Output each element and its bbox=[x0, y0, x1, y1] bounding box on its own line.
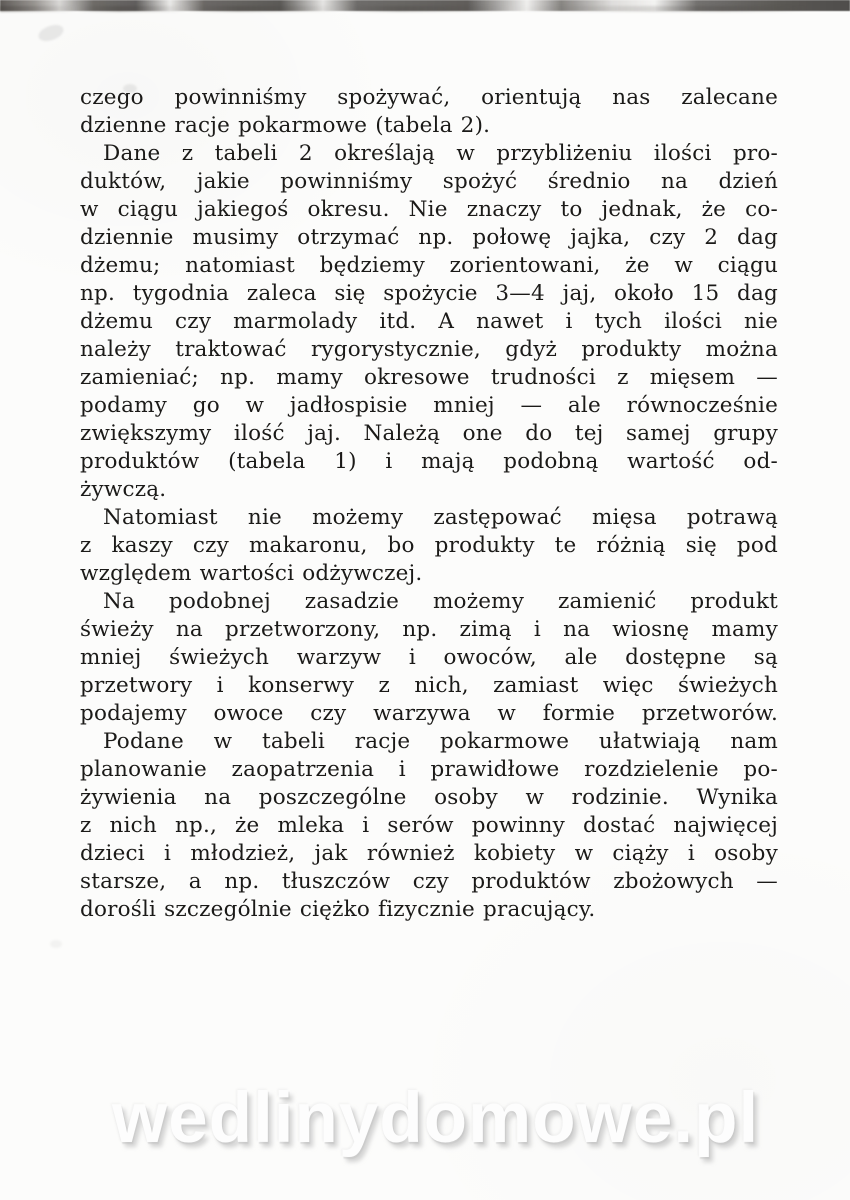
paragraph bbox=[80, 728, 778, 924]
text-line: przetwory i konserwy z nich, zamiast więc świeżych bbox=[80, 673, 778, 698]
text-line: dzieci i młodzież, jak również kobiety w ciąży i osoby bbox=[80, 841, 778, 866]
paragraph bbox=[80, 504, 778, 588]
scan-speck bbox=[50, 940, 62, 948]
text-line: Natomiast nie możemy zastępować mięsa potrawą bbox=[103, 505, 778, 530]
text-line: dżemu; natomiast będziemy zorientowani, że w ciągu bbox=[80, 253, 778, 278]
text-line: żywienia na poszczególne osoby w rodzinie. Wynika bbox=[80, 785, 778, 810]
text-line: planowanie zaopatrzenia i prawidłowe rozdzielenie po- bbox=[80, 757, 778, 782]
text-line: Podane w tabeli racje pokarmowe ułatwiają nam bbox=[103, 729, 778, 754]
paragraph bbox=[80, 84, 778, 140]
text-line: starsze, a np. tłuszczów czy produktów zbożowych — bbox=[80, 869, 778, 894]
paragraph bbox=[80, 588, 778, 728]
text-line: podamy go w jadłospisie mniej — ale równocześnie bbox=[80, 393, 778, 418]
watermark: wedlinydomowe.pl bbox=[112, 1079, 760, 1158]
text-line: względem wartości odżywczej. bbox=[80, 561, 423, 586]
text-line: świeży na przetworzony, np. zimą i na wiosnę mamy bbox=[80, 617, 778, 642]
scan-edge-artifact-secondary bbox=[0, 6, 850, 12]
text-line: żywczą. bbox=[80, 477, 167, 502]
text-line: z nich np., że mleka i serów powinny dostać najwięcej bbox=[80, 813, 778, 838]
text-line: produktów (tabela 1) i mają podobną wartość od- bbox=[80, 449, 778, 474]
text-line: podajemy owoce czy warzywa w formie przetworów. bbox=[80, 701, 778, 726]
text-line: duktów, jakie powinniśmy spożyć średnio na dzień bbox=[80, 169, 778, 194]
text-line: należy traktować rygorystycznie, gdyż produkty można bbox=[80, 337, 778, 362]
text-line: Dane z tabeli 2 określają w przybliżeniu ilości pro- bbox=[103, 141, 778, 166]
scan-speck bbox=[36, 22, 65, 44]
text-line: Na podobnej zasadzie możemy zamienić produkt bbox=[103, 589, 778, 614]
text-line: dżemu czy marmolady itd. A nawet i tych ilości nie bbox=[80, 309, 778, 334]
text-line: czego powinniśmy spożywać, orientują nas zalecane bbox=[80, 85, 778, 110]
page-text bbox=[80, 84, 778, 924]
text-line: dziennie musimy otrzymać np. połowę jajka, czy 2 dag bbox=[80, 225, 778, 250]
text-line: z kaszy czy makaronu, bo produkty te różnią się pod bbox=[80, 533, 778, 558]
text-line: np. tygodnia zaleca się spożycie 3—4 jaj, około 15 dag bbox=[80, 281, 778, 306]
text-line: dorośli szczególnie ciężko fizycznie pracujący. bbox=[80, 897, 596, 922]
text-line: zamieniać; np. mamy okresowe trudności z mięsem — bbox=[80, 365, 778, 390]
text-line: dzienne racje pokarmowe (tabela 2). bbox=[80, 113, 491, 138]
text-line: w ciągu jakiegoś okresu. Nie znaczy to jednak, że co- bbox=[80, 197, 778, 222]
text-line: mniej świeżych warzyw i owoców, ale dostępne są bbox=[80, 645, 778, 670]
paragraph bbox=[80, 140, 778, 504]
text-line: zwiększymy ilość jaj. Należą one do tej samej grupy bbox=[80, 421, 778, 446]
